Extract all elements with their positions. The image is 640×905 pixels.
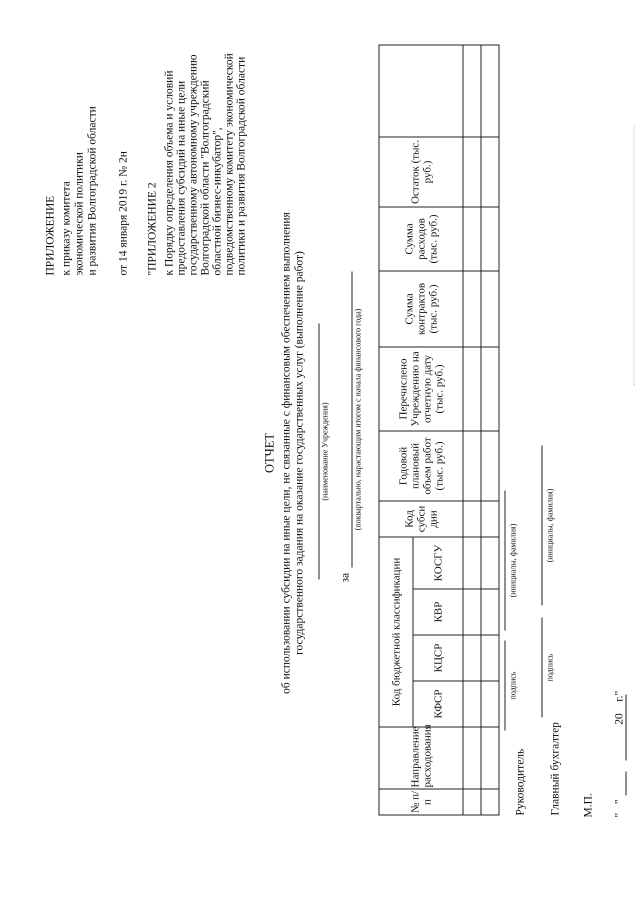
report-subtitle-2: государственного задания на оказание государственных услуг (выполнение работ) bbox=[293, 250, 305, 655]
head-label: Руководитель bbox=[514, 748, 526, 815]
order-line-2: экономической политики bbox=[73, 151, 85, 275]
procedure-line-5: областной бизнес-инкубатор", bbox=[211, 126, 223, 275]
date-line: " " 20 г." bbox=[613, 690, 625, 817]
prilozhenie-heading: ПРИЛОЖЕНИЕ bbox=[44, 195, 56, 275]
accountant-label: Главный бухгалтер bbox=[549, 721, 561, 815]
head-signature-line bbox=[504, 640, 505, 730]
period-prefix: за bbox=[339, 572, 351, 582]
col-header-extra bbox=[379, 44, 463, 136]
col-header-kcsr: КЦСР bbox=[413, 635, 463, 681]
report-table bbox=[378, 44, 499, 815]
head-name-line bbox=[504, 490, 505, 630]
col-header-kosgu: КОСГУ bbox=[413, 536, 463, 588]
table-row bbox=[481, 44, 499, 814]
stamp-label: М.П. bbox=[582, 792, 594, 817]
accountant-name-caption: (инициалы, фамилия) bbox=[545, 488, 554, 562]
col-header-contracts: Сумма контрактов (тыс. руб.) bbox=[379, 270, 463, 346]
order-date: от 14 января 2019 г. № 2н bbox=[117, 150, 129, 275]
head-name-caption: (инициалы, фамилия) bbox=[508, 523, 517, 597]
order-line-3: и развития Волгоградской области bbox=[86, 105, 98, 275]
report-subtitle-1: об использовании субсидии на иные цели, не связанные с финансовым обеспечением выполнения bbox=[280, 211, 292, 694]
procedure-line-1: к Порядку определения объема и условий bbox=[163, 70, 175, 275]
col-header-remainder: Остаток (тыс. руб.) bbox=[379, 136, 463, 206]
col-header-budget-classification: Код бюджетной классификации bbox=[379, 536, 413, 726]
attachment-2-heading: "ПРИЛОЖЕНИЕ 2 bbox=[146, 181, 158, 275]
institution-name-line bbox=[318, 323, 319, 579]
col-header-kfsr: КФСР bbox=[413, 681, 463, 727]
head-signature-caption: подпись bbox=[508, 671, 517, 699]
col-header-subsidy-code: Код субси дии bbox=[379, 500, 463, 536]
procedure-line-2: предоставления субсидий на иные цели bbox=[175, 80, 187, 275]
procedure-line-4: Волгоградской области "Волгоградский bbox=[199, 79, 211, 275]
accountant-signature-line bbox=[541, 617, 542, 717]
date-day-underline bbox=[625, 771, 626, 795]
scan-artifact bbox=[633, 125, 634, 385]
accountant-name-line bbox=[541, 445, 542, 605]
col-header-num: № п/п bbox=[379, 789, 463, 815]
report-title: ОТЧЕТ bbox=[262, 432, 276, 473]
period-line bbox=[351, 271, 352, 567]
period-caption: (поквартально, нарастающим итогом с начала финансового года) bbox=[353, 308, 362, 530]
procedure-line-6: подведомственному комитету экономической bbox=[223, 52, 235, 275]
table-row bbox=[463, 44, 481, 814]
col-header-annual-plan: Годовой плановый объем работ (тыс. руб.) bbox=[379, 430, 463, 500]
col-header-expenses: Сумма расходов (тыс. руб.) bbox=[379, 206, 463, 270]
procedure-line-3: государственному автономному учреждению bbox=[187, 53, 199, 275]
col-header-direction: Направление расходования bbox=[379, 727, 463, 789]
accountant-signature-caption: подпись bbox=[545, 653, 554, 681]
order-line-1: к приказу комитета bbox=[60, 180, 72, 275]
institution-caption: (наименование Учреждения) bbox=[320, 401, 329, 501]
date-month-underline bbox=[625, 694, 626, 760]
procedure-line-7: политики и развития Волгоградской области bbox=[235, 56, 247, 275]
col-header-kvr: КВР bbox=[413, 589, 463, 635]
col-header-transferred: Перечислено Учреждению на отчетную дату (тыс. руб.) bbox=[379, 346, 463, 430]
